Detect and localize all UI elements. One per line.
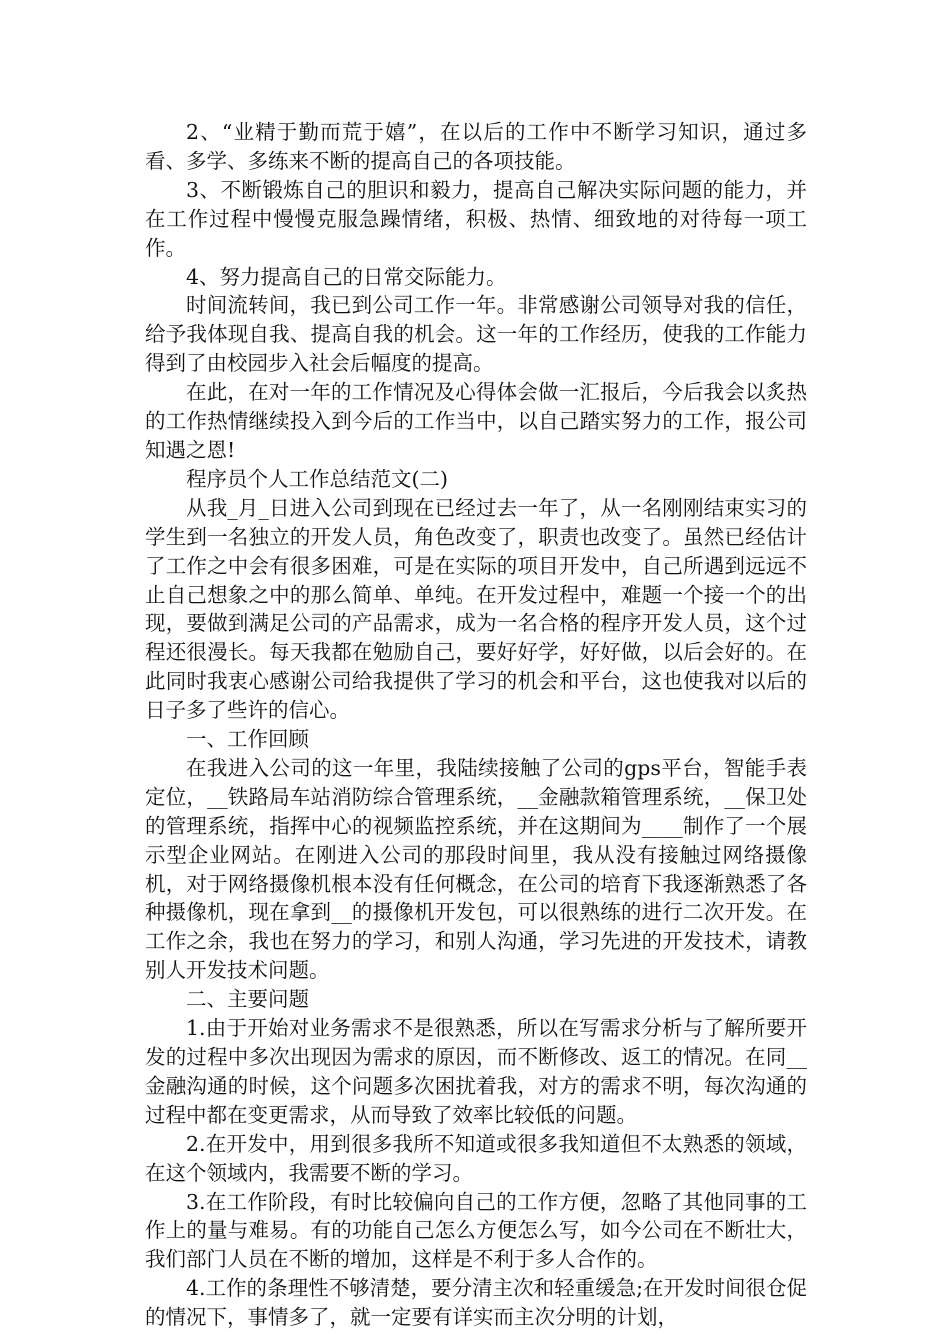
paragraph-intro: 从我_月_日进入公司到现在已经过去一年了，从一名刚刚结束实习的学生到一名独立的开发人员，角色改变了，职责也改变了。虽然已经估计了工作之中会有很多困难，可是在实际的项目开发中，自己所遇到远远不止自己想象之中的那么简单、单纯。在开发过程中，难题一个接一个的出现，要做到满足公司的产品需求，成为一名合格的程序开发人员，这个过程还很漫长。每天我都在勉励自己，要好好学，好好做，以后会好的。在此同时我衷心感谢公司给我提供了学习的机会和平台，这也使我对以后的日子多了些许的信心。	[145, 495, 807, 723]
paragraph-problem-2: 2.在开发中，用到很多我所不知道或很多我知道但不太熟悉的领域，在这个领域内，我需要不断的学习。	[145, 1131, 807, 1185]
paragraph-problem-4: 4.工作的条理性不够清楚，要分清主次和轻重缓急;在开发时间很仓促的情况下，事情多了，就一定要有详实而主次分明的计划，	[145, 1276, 807, 1330]
paragraph-work-review: 在我进入公司的这一年里，我陆续接触了公司的gps平台，智能手表定位，__铁路局车站消防综合管理系统，__金融款箱管理系统，__保卫处的管理系统，指挥中心的视频监控系统，并在这期间为____制作了一个展示型企业网站。在刚进入公司的那段时间里，我从没有接触过网络摄像机，对于网络摄像机根本没有任何概念，在公司的培育下我逐渐熟悉了各种摄像机，现在拿到__的摄像机开发包，可以很熟练的进行二次开发。在工作之余，我也在努力的学习，和别人沟通，学习先进的开发技术，请教别人开发技术问题。	[145, 755, 807, 983]
paragraph-one-year: 时间流转间，我已到公司工作一年。非常感谢公司领导对我的信任，给予我体现自我、提高自我的机会。这一年的工作经历，使我的工作能力得到了由校园步入社会后幅度的提高。	[145, 293, 807, 376]
paragraph-item-3: 3、不断锻炼自己的胆识和毅力，提高自己解决实际问题的能力，并在工作过程中慢慢克服急躁情绪，积极、热情、细致地的对待每一项工作。	[145, 177, 807, 260]
heading-work-review: 一、工作回顾	[186, 727, 309, 752]
section-title-sample-two: 程序员个人工作总结范文(二)	[186, 466, 448, 491]
heading-main-problems: 二、主要问题	[186, 987, 309, 1012]
paragraph-item-4: 4、努力提高自己的日常交际能力。	[186, 264, 507, 289]
document-body	[145, 118, 807, 1332]
paragraph-problem-3: 3.在工作阶段，有时比较偏向自己的工作方便，忽略了其他同事的工作上的量与难易。有的功能自己怎么方便怎么写，如今公司在不断壮大，我们部门人员在不断的增加，这样是不利于多人合作的。	[145, 1189, 807, 1272]
paragraph-item-2: 2、“业精于勤而荒于嬉”，在以后的工作中不断学习知识，通过多看、多学、多练来不断的提高自己的各项技能。	[145, 120, 807, 173]
paragraph-conclusion: 在此，在对一年的工作情况及心得体会做一汇报后，今后我会以炙热的工作热情继续投入到今后的工作当中，以自己踏实努力的工作，报公司知遇之恩!	[145, 380, 807, 462]
paragraph-problem-1: 1.由于开始对业务需求不是很熟悉，所以在写需求分析与了解所要开发的过程中多次出现因为需求的原因，而不断修改、返工的情况。在同__金融沟通的时候，这个问题多次困扰着我，对方的需求不明，每次沟通的过程中都在变更需求，从而导致了效率比较低的问题。	[145, 1016, 807, 1127]
